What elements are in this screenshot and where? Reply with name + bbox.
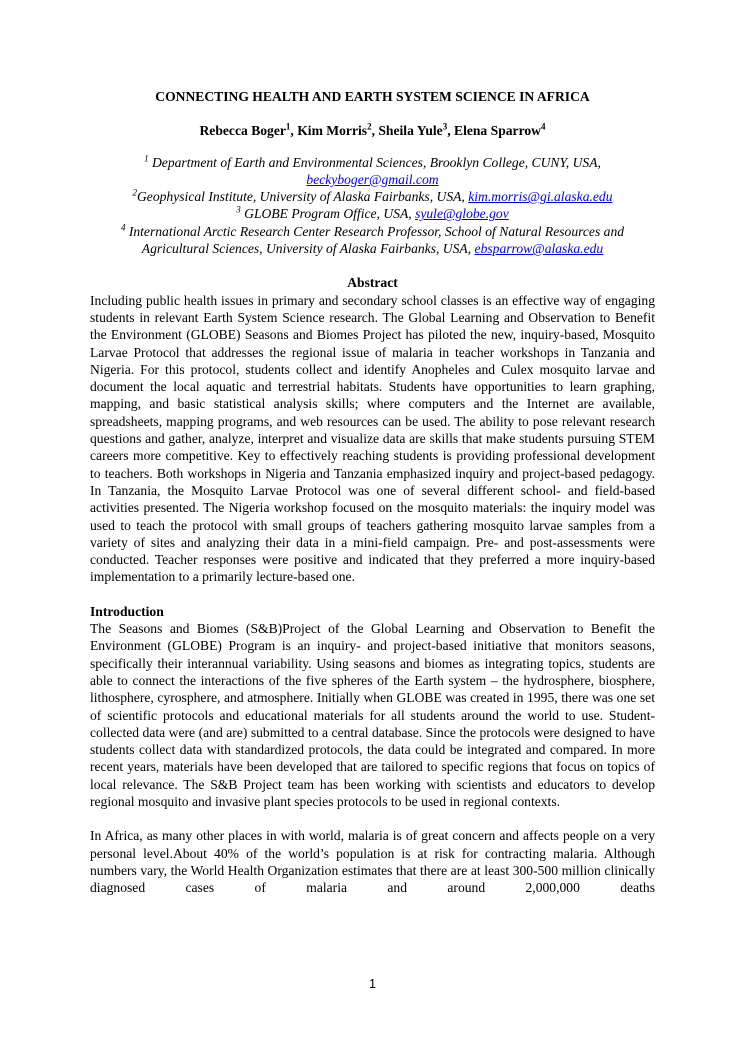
email-link[interactable]: beckyboger@gmail.com — [306, 171, 439, 187]
abstract-heading: Abstract — [347, 275, 398, 291]
affiliation-mark: 4 — [120, 222, 126, 233]
author-list — [90, 122, 655, 139]
paper-title: CONNECTING HEALTH AND EARTH SYSTEM SCIENCE IN AFRICA — [155, 89, 590, 104]
affiliation-4 — [90, 223, 655, 258]
page-number: 1 — [368, 976, 377, 991]
affiliation-mark: 2 — [132, 187, 137, 198]
introduction-paragraph-2: In Africa, as many other places in with world, malaria is of great concern and affects people on a very personal level.About 40% of the world’s population is at risk for contracting malaria. Although numbers vary, the World Health Organization estimates that there are at least 300-500 million clinically diagnosed cases of malaria and around 2,000,000 deaths — [90, 828, 655, 896]
introduction-paragraph-1: The Seasons and Biomes (S&B)Project of the Global Learning and Observation to Benefit the Environment (GLOBE) Program is an inquiry- and project-based initiative that monitors seasons, specifically their interannual variability. Using seasons and biomes as integrating topics, students are able to connect the interactions of the five spheres of the Earth system – the hydrosphere, biosphere, lithosphere, cyrosphere, and atmosphere. Initially when GLOBE was created in 1995, there was one set of scientific protocols and educational materials for all students around the world to use. Student-collected data were (and are) submitted to a central database. Since the protocols were designed to have students collect data with standardized protocols, the data could be integrated and compared. In more recent years, materials have been developed that are tailored to specific regions that focus on topics of local relevance. The S&B Project team has been working with scientists and educators to develop regional mosquito and invasive plant species protocols to be used in regional contexts. — [90, 621, 655, 809]
affiliation-3 — [90, 205, 655, 222]
author-separator: , — [371, 123, 379, 139]
abstract-text: Including public health issues in primary and secondary school classes is an effective way of engaging students in relevant Earth System Science research. The Global Learning and Observation to Benefit the Environment (GLOBE) Seasons and Biomes Project has piloted the new, inquiry-based, Mosquito Larvae Protocol that addresses the regional issue of malaria in teacher workshops in Tanzania and Nigeria. For this protocol, students collect and identify Anopheles and Culex mosquito larvae and document the local aquatic and terrestrial habitats. Students have opportunities to learn graphing, mapping, and basic statistical analysis skills; where computers and the Internet are available, spreadsheets, mapping programs, and web resources can be used. The ability to pose relevant research questions and gather, analyze, interpret and visualize data are skills that make students pursuing STEM careers more competitive. Key to effectively reaching students is providing professional development to teachers. Both workshops in Nigeria and Tanzania emphasized inquiry and project-based pedagogy. In Tanzania, the Mosquito Larvae Protocol was one of several different school- and field-based activities presented. The Nigeria workshop focused on the mosquito materials: the inquiry model was used to teach the protocol with small groups of teachers gathering mosquito larvae samples from a variety of sites and analyzing their data in a mini-field campaign. Pre- and post-assessments were conducted. Teacher responses were positive and indicated that they preferred a more inquiry-based implementation to a primarily lecture-based one. — [90, 292, 655, 585]
email-link[interactable]: syule@globe.gov — [415, 206, 509, 222]
paper-page — [90, 88, 655, 896]
affiliations — [90, 154, 655, 258]
author-name: Rebecca Boger — [199, 123, 286, 139]
email-link[interactable]: ebsparrow@alaska.edu — [474, 241, 604, 257]
affiliation-2 — [90, 188, 655, 205]
author-affiliation-mark: 2 — [367, 121, 372, 132]
affiliation-text: Department of Earth and Environmental Sciences, Brooklyn College, CUNY, USA, — [148, 154, 601, 170]
author-separator: , — [290, 123, 298, 139]
author-name: Kim Morris — [297, 123, 368, 139]
author-affiliation-mark: 3 — [442, 121, 448, 132]
introduction-heading: Introduction — [90, 603, 164, 619]
affiliation-mark: 1 — [144, 153, 149, 164]
affiliation-text: GLOBE Program Office, USA, — [240, 206, 416, 222]
email-link[interactable]: kim.morris@gi.alaska.edu — [468, 189, 613, 205]
author-name: Sheila Yule — [378, 123, 443, 139]
author-name: Elena Sparrow — [454, 123, 541, 139]
affiliation-mark: 3 — [236, 204, 241, 215]
affiliation-text: Geophysical Institute, University of Alaska Fairbanks, USA, — [136, 189, 469, 205]
affiliation-1 — [90, 154, 655, 189]
affiliation-text: International Arctic Research Center Research Professor, School of Natural Resources and Agricultural Sciences, University of Alaska Fairbanks, USA, — [125, 223, 625, 257]
author-affiliation-mark: 1 — [285, 121, 291, 132]
author-separator: , — [447, 123, 454, 139]
author-affiliation-mark: 4 — [541, 121, 546, 132]
